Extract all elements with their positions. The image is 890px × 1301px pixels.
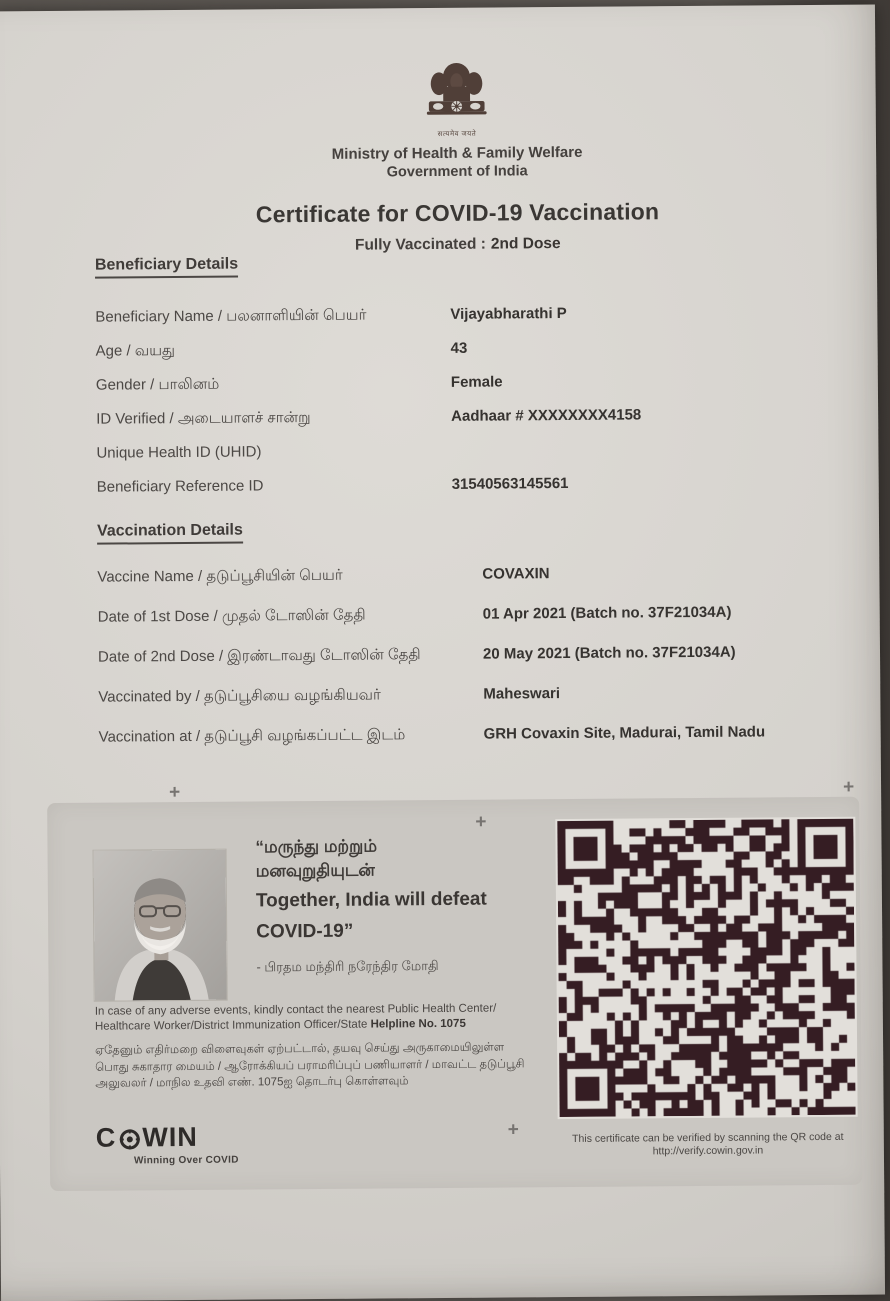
id-verified-row	[96, 405, 844, 431]
detail-label: Unique Health ID (UHID)	[96, 442, 451, 462]
age-row	[96, 337, 844, 363]
adverse-events-advisory-tamil: ஏதேனும் எதிர்மறை விளைவுகள் ஏற்பட்டால், தயவு செய்து அருகாமையிலுள்ள பொது சுகாதார மையம் / ஆரோக்கியப் பராமரிப்புப் பணியாளர் / மாவட்ட தடுப்பூசி அலுவலர் / மாநில உதவி எண். 1075ஐ தொடர்பு கொள்ளவும்	[95, 1039, 525, 1092]
quote-tamil-line1: “மருந்து மற்றும்	[255, 833, 555, 859]
uhid-row	[96, 439, 844, 465]
certificate-page	[0, 5, 885, 1301]
beneficiary-section-title: Beneficiary Details	[95, 256, 238, 279]
cowin-logo-win: WIN	[142, 1122, 198, 1153]
emblem-motto: सत्यमेव जयते	[426, 130, 488, 139]
cowin-tagline: Winning Over COVID	[134, 1155, 239, 1167]
status-value: 2nd Dose	[491, 235, 561, 253]
detail-label: Beneficiary Name / பலனாளியின் பெயர்	[95, 306, 450, 328]
vaccinated-by-row	[98, 683, 846, 709]
first-dose-row	[98, 603, 846, 629]
registration-mark: +	[843, 777, 854, 799]
detail-value: 31540563145561	[452, 475, 569, 493]
detail-value: 20 May 2021 (Batch no. 37F21034A)	[483, 644, 736, 663]
government-name: Government of India	[52, 161, 862, 183]
registration-mark: +	[475, 812, 486, 834]
second-dose-row	[98, 643, 846, 669]
quote-attribution: - பிரதம மந்திரி நரேந்திர மோதி	[256, 957, 556, 976]
detail-value: Aadhaar # XXXXXXXX4158	[451, 406, 641, 424]
detail-label: ID Verified / அடையாளச் சான்று	[96, 408, 451, 430]
registration-mark: +	[508, 1119, 519, 1141]
pm-modi-photo	[94, 850, 227, 1001]
detail-label: Vaccination at / தடுப்பூசி வழங்கப்பட்ட இடம்	[99, 726, 484, 748]
cowin-logo	[96, 1122, 239, 1167]
detail-value: Vijayabharathi P	[450, 305, 567, 323]
adverse-events-advisory-english	[95, 1001, 525, 1034]
qr-caption	[558, 1131, 858, 1159]
india-national-emblem-icon	[425, 58, 488, 139]
cowin-logo-c: C	[96, 1123, 117, 1154]
detail-label: Gender / பாலினம்	[96, 374, 451, 396]
cowin-logo-row	[96, 1122, 239, 1154]
qr-code-block	[555, 817, 858, 1159]
qr-code	[555, 817, 857, 1119]
vaccination-section-title: Vaccination Details	[97, 522, 243, 545]
registration-mark: +	[169, 782, 180, 804]
gender-row	[96, 371, 844, 397]
cowin-swirl-icon	[118, 1128, 140, 1150]
certificate-header	[51, 55, 863, 257]
vaccination-details-section	[97, 517, 847, 769]
detail-value: Maheswari	[483, 685, 560, 703]
qr-caption-line2: http://verify.cowin.gov.in	[558, 1144, 858, 1159]
vaccine-name-row	[97, 563, 845, 589]
certificate-title: Certificate for COVID-19 Vaccination	[52, 197, 862, 230]
reference-id-row	[97, 473, 845, 499]
detail-value: Female	[451, 373, 503, 390]
advisory-text: In case of any adverse events, kindly contact the nearest Public Health Center/ Healthcare Worker/District Immunization Officer/State	[95, 1003, 497, 1033]
cowin-footer-banner	[47, 797, 862, 1191]
detail-label: Vaccine Name / தடுப்பூசியின் பெயர்	[97, 566, 482, 588]
pm-portrait-graphic	[94, 850, 227, 1001]
detail-label: Age / வயது	[96, 340, 451, 362]
detail-value: 43	[451, 340, 468, 357]
beneficiary-name-row	[95, 303, 843, 329]
detail-value: 01 Apr 2021 (Batch no. 37F21034A)	[483, 604, 732, 623]
detail-value: COVAXIN	[482, 565, 549, 583]
detail-value: GRH Covaxin Site, Madurai, Tamil Nadu	[484, 723, 766, 742]
detail-label: Beneficiary Reference ID	[97, 476, 452, 496]
status-label: Fully Vaccinated :	[355, 236, 486, 254]
helpline-number: Helpline No. 1075	[371, 1018, 466, 1031]
ministry-name: Ministry of Health & Family Welfare	[52, 142, 862, 165]
detail-label: Date of 2nd Dose / இரண்டாவது டோஸின் தேதி	[98, 646, 483, 668]
detail-label: Date of 1st Dose / முதல் டோஸின் தேதி	[98, 606, 483, 628]
lion-capital-graphic	[425, 58, 488, 124]
pm-quote-block	[255, 833, 556, 976]
quote-tamil-line2: மனவுறுதியுடன்	[256, 857, 556, 883]
quote-english-line2: COVID-19”	[256, 916, 556, 945]
detail-label: Vaccinated by / தடுப்பூசியை வழங்கியவர்	[98, 686, 483, 708]
qr-caption-line1: This certificate can be verified by scanning the QR code at	[558, 1131, 858, 1146]
quote-english-line1: Together, India will defeat	[256, 885, 556, 914]
beneficiary-details-section	[95, 251, 845, 513]
vaccination-at-row	[99, 723, 847, 749]
